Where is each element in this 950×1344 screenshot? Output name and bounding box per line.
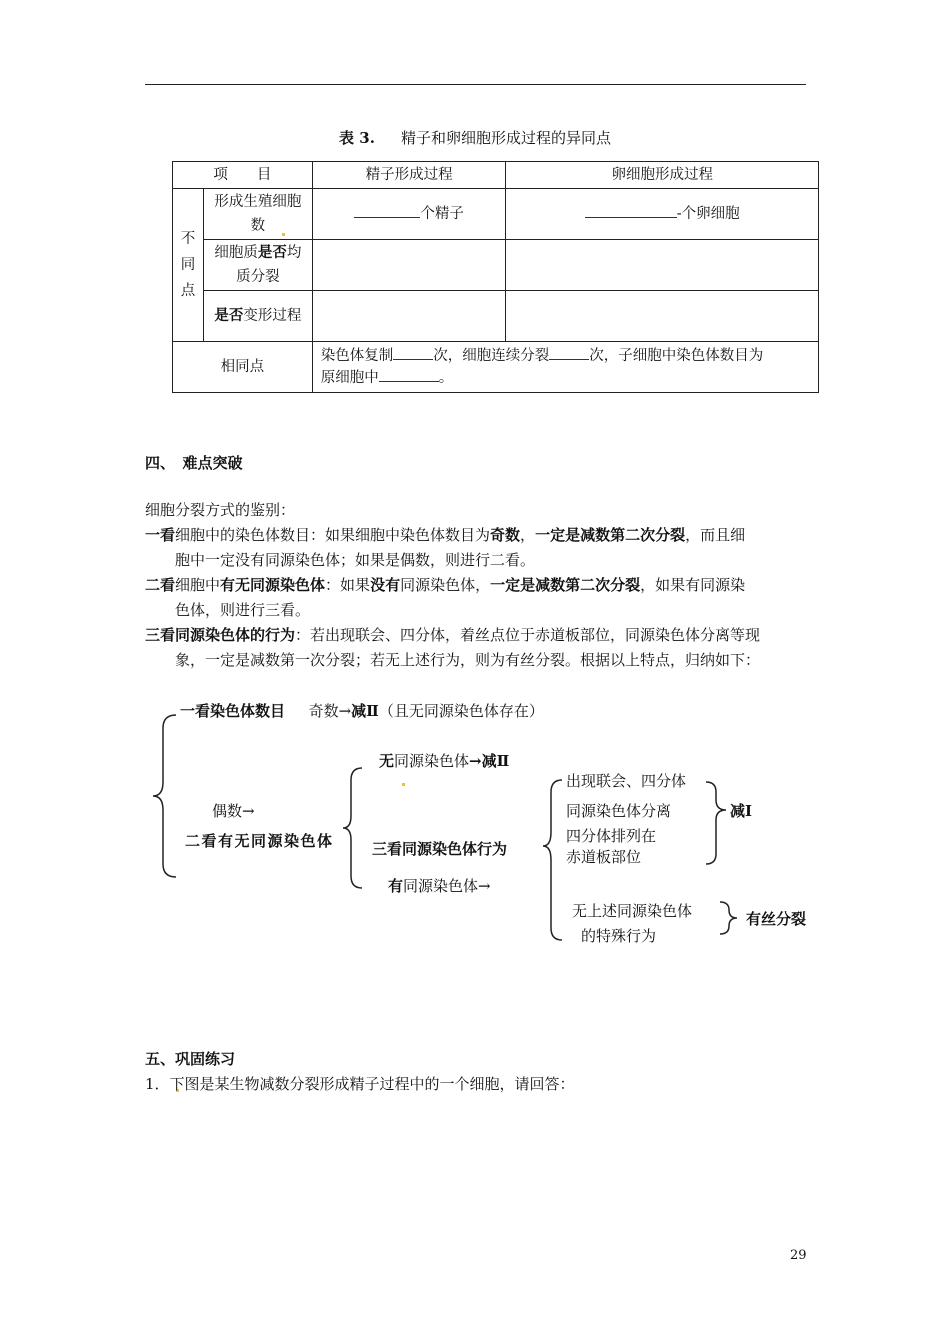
diff-label-char: 点: [180, 283, 196, 299]
rule-three: 三看同源染色体的行为：若出现联会、四分体，着丝点位于赤道板部位，同源染色体分离等现 象，一定是减数第一次分裂；若无上述行为，则为有丝分裂。根据以上特点，归纳如下：: [145, 626, 761, 669]
none-behavior: 的特殊行为: [581, 927, 657, 945]
flow-first-look: 一看染色体数目 奇数→减Ⅱ（且无同源染色体存在）: [180, 702, 544, 720]
question-1: 1．下图是某生物减数分裂形成精子过程中的一个细胞，请回答：: [145, 1075, 575, 1093]
flow-second-look: 二看有无同源染色体: [185, 832, 334, 850]
section-4-title: 四、 难点突破: [145, 454, 243, 472]
behavior-item: 四分体排列在: [566, 827, 657, 845]
header-sperm: 精子形成过程: [312, 162, 506, 189]
header-item: 项 目: [173, 162, 313, 189]
diff-label-char: 同: [180, 257, 196, 273]
caption-title: 精子和卵细胞形成过程的异同点: [400, 129, 611, 147]
brace-right-large: [543, 780, 562, 940]
same-text: 染色体复制 次，细胞连续分裂 次，子细胞中染色体数目为 原细胞中 。: [312, 342, 818, 393]
rule-one: 一看细胞中的染色体数目：如果细胞中染色体数目为奇数，一定是减数第二次分裂，而且细 胞中一定没有同源染色体；如果是偶数，则进行二看。: [145, 526, 746, 569]
intro-line: 细胞分裂方式的鉴别：: [145, 501, 296, 519]
decoration-dot: [282, 233, 285, 236]
diff-label-char: 不: [180, 231, 196, 247]
row-label: 是否变形过程: [203, 291, 312, 342]
brace-mitosis: [720, 902, 737, 934]
behavior-item: 赤道板部位: [566, 848, 642, 866]
header-egg: 卵细胞形成过程: [506, 162, 819, 189]
egg-count-cell: -个卵细胞: [506, 189, 819, 240]
brace-left-large: [153, 715, 176, 877]
flow-has-homolog: 有同源染色体→: [388, 877, 491, 895]
rule-two: 二看细胞中有无同源染色体：如果没有同源染色体，一定是减数第二次分裂，如果有同源染 色体，则进行三看。: [145, 576, 746, 619]
behavior-item: 出现联会、四分体: [566, 772, 687, 790]
brace-middle: [343, 768, 362, 888]
page-number: 29: [790, 1248, 807, 1263]
flow-third-look: 三看同源染色体行为: [372, 840, 508, 858]
brace-meiosis1: [706, 782, 726, 864]
caption-label: 表 3.: [339, 129, 375, 147]
row-label: 细胞质是否均质分裂: [203, 240, 312, 291]
behavior-item: 同源染色体分离: [566, 802, 672, 820]
same-label: 相同点: [173, 342, 313, 393]
flow-no-homolog: 无同源染色体→减Ⅱ: [379, 752, 510, 770]
decoration-dot: [402, 783, 405, 786]
flow-mitosis: 有丝分裂: [746, 910, 807, 928]
flow-meiosis1: 减Ⅰ: [730, 802, 753, 820]
flow-even: 偶数→: [212, 802, 255, 820]
section-5-title: 五、巩固练习: [145, 1050, 236, 1068]
sperm-count-cell: 个精子: [312, 189, 506, 240]
row-label: 形成生殖细胞数: [203, 189, 312, 240]
none-behavior: 无上述同源染色体: [572, 902, 693, 920]
